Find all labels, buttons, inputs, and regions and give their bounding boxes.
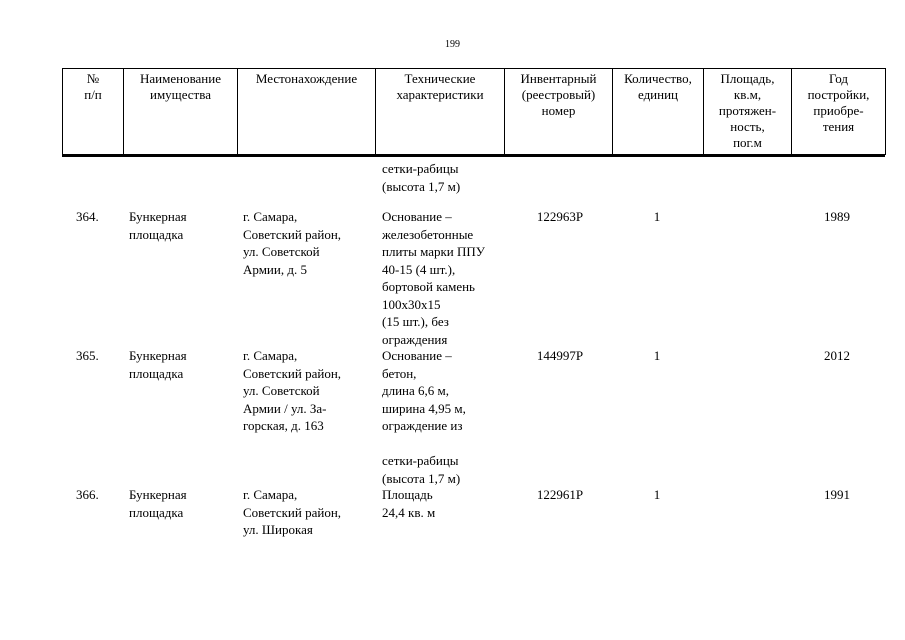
header-quantity: Количество, единиц [613, 69, 704, 155]
row-year: 1989 [824, 209, 850, 224]
header-number: № п/п [63, 69, 124, 155]
page-number: 199 [445, 39, 460, 50]
row-spec: Площадь 24,4 кв. м [382, 487, 436, 520]
row-name: Бункерная площадка [129, 209, 187, 242]
row-quantity: 1 [653, 348, 661, 363]
row-number: 364. [76, 209, 99, 224]
row-location: г. Самара, Советский район, ул. Советской Армии, д. 5 [243, 209, 342, 277]
row-name: Бункерная площадка [129, 348, 187, 381]
row-location: г. Самара, Советский район, ул. Советской Армии / ул. За- горская, д. 163 [243, 348, 342, 433]
row-year: 1991 [824, 487, 850, 502]
header-specs: Технические характеристики [376, 69, 505, 155]
row-inventory: 122963Р [536, 209, 584, 224]
row-number: 365. [76, 348, 99, 363]
row-inventory: 144997Р [536, 348, 584, 363]
row-inventory: 122961Р [536, 487, 584, 502]
table-header [62, 68, 886, 155]
row-year: 2012 [824, 348, 850, 363]
header-year: Год постройки, приобре- тения [792, 69, 886, 155]
row-number: 366. [76, 487, 99, 502]
row-name: Бункерная площадка [129, 487, 187, 520]
header-divider [62, 155, 885, 157]
continuation-text: сетки-рабицы (высота 1,7 м) [382, 161, 461, 194]
row-quantity: 1 [653, 487, 661, 502]
header-name: Наименование имущества [124, 69, 238, 155]
header-area: Площадь, кв.м, протяжен- ность, пог.м [704, 69, 792, 155]
row-spec: Основание – бетон, длина 6,6 м, ширина 4,95 м, ограждение из сетки-рабицы (высота 1,7 м) [382, 348, 466, 486]
row-spec: Основание – железобетонные плиты марки ППУ 40-15 (4 шт.), бортовой камень 100х30х15 (15 шт.), без ограждения [382, 209, 485, 347]
header-location: Местонахождение [238, 69, 376, 155]
header-inventory: Инвентарный (реестровый) номер [505, 69, 613, 155]
row-location: г. Самара, Советский район, ул. Широкая [243, 487, 342, 537]
row-quantity: 1 [653, 209, 661, 224]
